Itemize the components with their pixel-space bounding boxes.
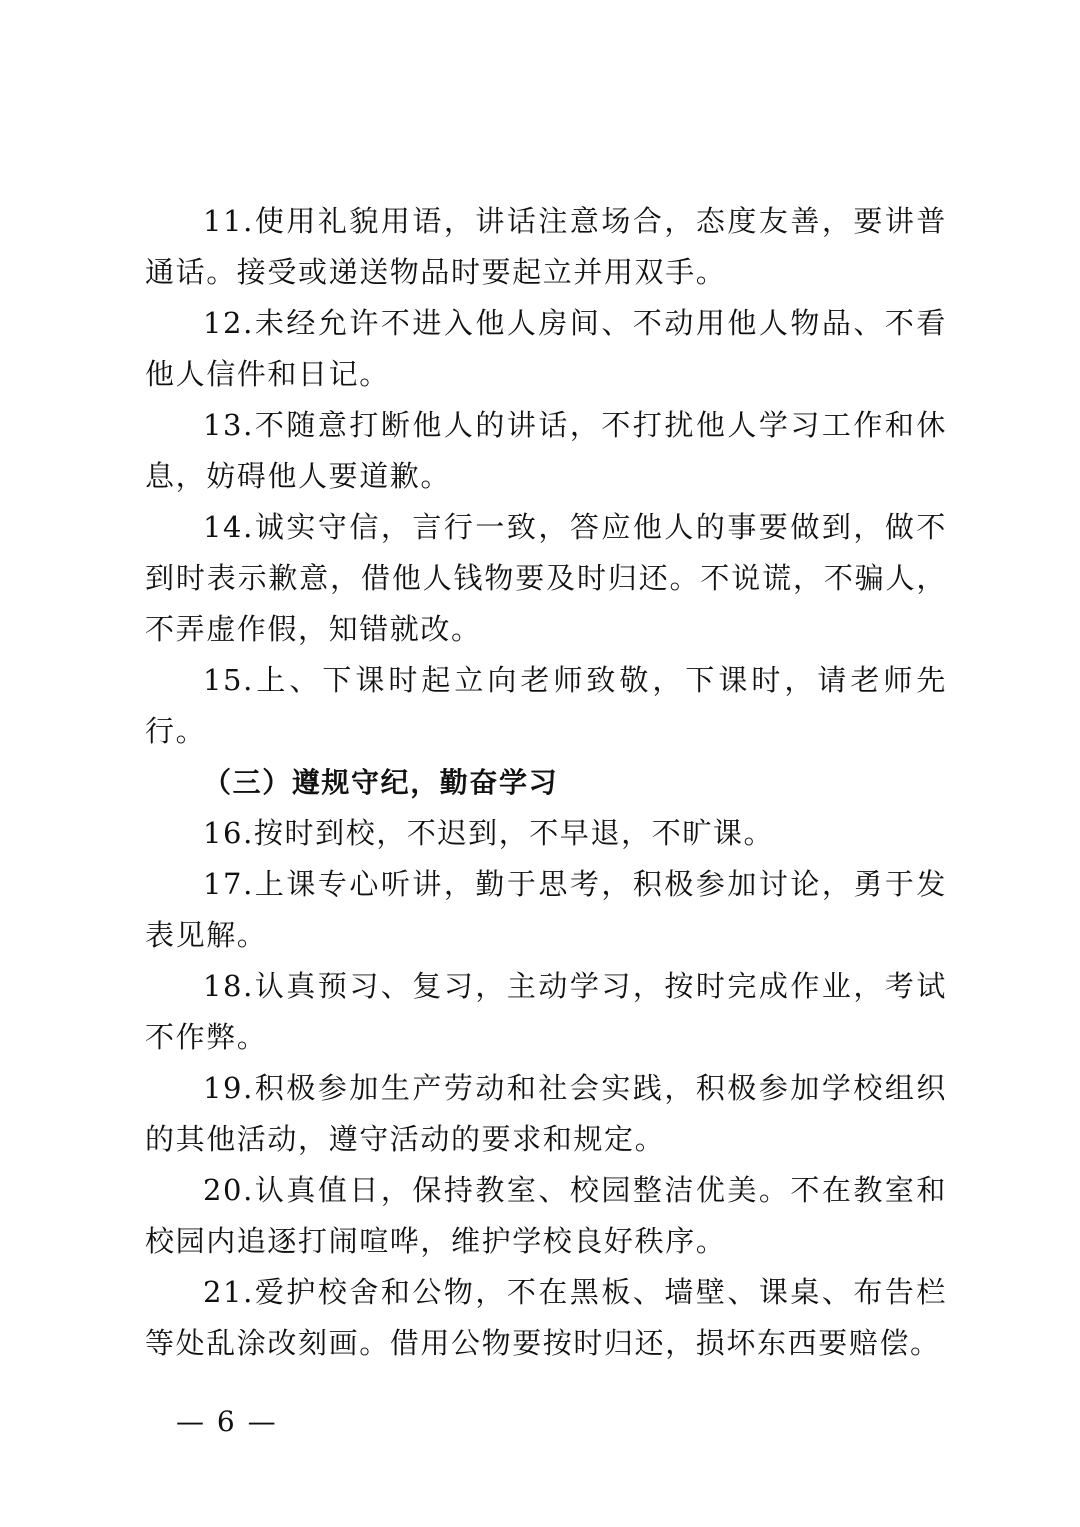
paragraph-16: 16.按时到校，不迟到，不早退，不旷课。 — [203, 816, 775, 850]
page-number: — 6 — — [176, 1405, 278, 1438]
paragraph-19: 19.积极参加生产劳动和社会实践，积极参加学校组织的其他活动，遵守活动的要求和规定。 — [145, 1071, 947, 1156]
paragraph-15: 15.上、下课时起立向老师致敬，下课时，请老师先行。 — [145, 663, 947, 748]
page-body — [145, 196, 947, 1369]
paragraph-14: 14.诚实守信，言行一致，答应他人的事要做到，做不到时表示歉意，借他人钱物要及时归还。不说谎，不骗人，不弄虚作假，知错就改。 — [145, 510, 947, 646]
section-heading: （三）遵规守纪，勤奋学习 — [203, 766, 559, 799]
paragraph-18: 18.认真预习、复习，主动学习，按时完成作业，考试不作弊。 — [145, 969, 947, 1054]
paragraph-20: 20.认真值日，保持教室、校园整洁优美。不在教室和校园内追逐打闹喧哗，维护学校良好秩序。 — [145, 1173, 947, 1258]
paragraph-12: 12.未经允许不进入他人房间、不动用他人物品、不看他人信件和日记。 — [145, 306, 947, 391]
paragraph-21: 21.爱护校舍和公物，不在黑板、墙壁、课桌、布告栏等处乱涂改刻画。借用公物要按时归还，损坏东西要赔偿。 — [145, 1275, 947, 1360]
paragraph-13: 13.不随意打断他人的讲话，不打扰他人学习工作和休息，妨碍他人要道歉。 — [145, 408, 947, 493]
paragraph-11: 11.使用礼貌用语，讲话注意场合，态度友善，要讲普通话。接受或递送物品时要起立并用双手。 — [145, 204, 947, 289]
paragraph-17: 17.上课专心听讲，勤于思考，积极参加讨论，勇于发表见解。 — [145, 867, 947, 952]
